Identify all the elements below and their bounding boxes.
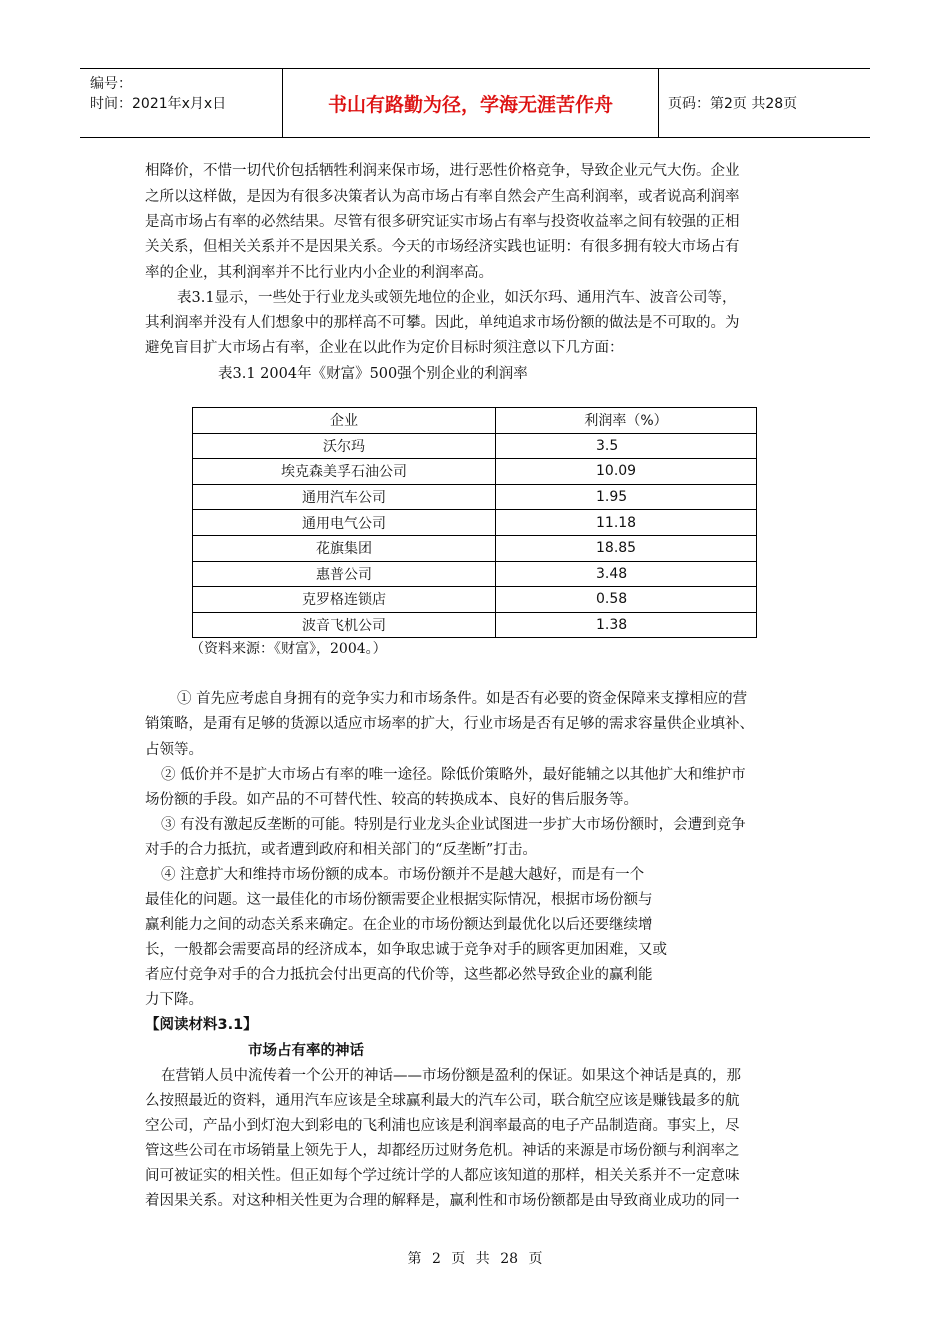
company-cell: 波音飞机公司 [193, 612, 496, 638]
reading-line: 着因果关系。对这种相关性更为合理的解释是，赢利性和市场份额都是由导致商业成功的同一 [145, 1193, 740, 1209]
table-row [193, 433, 757, 459]
rate-cell: 0.58 [496, 587, 757, 613]
company-cell: 沃尔玛 [193, 433, 496, 459]
table-row [193, 535, 757, 561]
rate-cell: 10.09 [496, 459, 757, 485]
reading-title: 市场占有率的神话 [248, 1043, 364, 1059]
table-row [193, 612, 757, 638]
reading-label: 【阅读材料3.1】 [145, 1017, 258, 1033]
profit-table [192, 407, 757, 638]
body-line: 关关系，但相关关系并不是因果关系。今天的市场经济实践也证明：有很多拥有较大市场占有 [145, 239, 740, 255]
company-cell: 通用电气公司 [193, 510, 496, 536]
table-row [193, 484, 757, 510]
body-line: 率的企业，其利润率并不比行业内小企业的利润率高。 [145, 265, 493, 281]
point-line: ④ 注意扩大和维持市场份额的成本。市场份额并不是越大越好，而是有一个 [161, 867, 645, 883]
company-cell: 花旗集团 [193, 535, 496, 561]
reading-line: 么按照最近的资料，通用汽车应该是全球赢利最大的汽车公司，联合航空应该是赚钱最多的航 [145, 1093, 740, 1109]
table-row [193, 587, 757, 613]
table-row [193, 510, 757, 536]
point-line: 赢利能力之间的动态关系来确定。在企业的市场份额达到最优化以后还要继续增 [145, 917, 653, 933]
column-header-company: 企业 [193, 408, 496, 434]
table-caption: 表3.1 2004年《财富》500强个别企业的利润率 [218, 366, 528, 382]
body-line: 表3.1显示，一些处于行业龙头或领先地位的企业，如沃尔玛、通用汽车、波音公司等， [177, 290, 737, 306]
point-line: 最佳化的问题。这一最佳化的市场份额需要企业根据实际情况，根据市场份额与 [145, 892, 653, 908]
body-line: 其利润率并没有人们想象中的那样高不可攀。因此，单纯追求市场份额的做法是不可取的。为 [145, 315, 740, 331]
point-line: 占领等。 [145, 742, 203, 758]
column-header-rate: 利润率（%） [496, 408, 757, 434]
rate-cell: 3.5 [496, 433, 757, 459]
company-cell: 克罗格连锁店 [193, 587, 496, 613]
point-line: 销策略，是甭有足够的货源以适应市场率的扩大，行业市场是否有足够的需求容量供企业填补、 [145, 716, 754, 732]
header-meta-cell [80, 69, 283, 137]
point-line: 力下降。 [145, 992, 203, 1008]
company-cell: 惠普公司 [193, 561, 496, 587]
body-line: 避免盲目扩大市场占有率，企业在以此作为定价目标时须注意以下几方面： [145, 340, 624, 356]
reading-line: 间可被证实的相关性。但正如每个学过统计学的人都应该知道的那样，相关关系并不一定意味 [145, 1168, 740, 1184]
table-header-row [193, 408, 757, 434]
point-line: ③ 有没有激起反垄断的可能。特别是行业龙头企业试图进一步扩大市场份额时，会遭到竞争 [161, 817, 746, 833]
motto: 书山有路勤为径，学海无涯苦作舟 [283, 69, 659, 137]
body-line: 是高市场占有率的必然结果。尽管有很多研究证实市场占有率与投资收益率之间有较强的正相 [145, 214, 740, 230]
company-cell: 通用汽车公司 [193, 484, 496, 510]
page-info: 页码：第2页 共28页 [668, 96, 798, 112]
body-line: 相降价，不惜一切代价包括牺牲利润来保市场，进行恶性价格竞争，导致企业元气大伤。企业 [145, 163, 740, 179]
reading-line: 空公司，产品小到灯泡大到彩电的飞利浦也应该是利润率最高的电子产品制造商。事实上，尽 [145, 1118, 740, 1134]
table-row [193, 561, 757, 587]
rate-cell: 18.85 [496, 535, 757, 561]
number-label: 编号： [90, 76, 132, 92]
rate-cell: 1.38 [496, 612, 757, 638]
company-cell: 埃克森美孚石油公司 [193, 459, 496, 485]
point-line: 对手的合力抵抗，或者遭到政府和相关部门的“反垄断”打击。 [145, 842, 537, 858]
time-label: 时间：2021年x月x日 [90, 96, 227, 112]
point-line: 场份额的手段。如产品的不可替代性、较高的转换成本、良好的售后服务等。 [145, 792, 638, 808]
reading-line: 管这些公司在市场销量上领先于人，却都经历过财务危机。神话的来源是市场份额与利润率之 [145, 1143, 740, 1159]
body-line: 之所以这样做，是因为有很多决策者认为高市场占有率自然会产生高利润率，或者说高利润率 [145, 189, 740, 205]
point-line: ② 低价并不是扩大市场占有率的唯一途径。除低价策略外，最好能辅之以其他扩大和维护市 [161, 767, 746, 783]
rate-cell: 1.95 [496, 484, 757, 510]
point-line: 长，一般都会需要高昂的经济成本，如争取忠诚于竞争对手的顾客更加困难，又或 [145, 942, 667, 958]
point-line: 者应付竞争对手的合力抵抗会付出更高的代价等，这些都必然导致企业的赢利能 [145, 967, 653, 983]
rate-cell: 11.18 [496, 510, 757, 536]
table-source: （资料来源：《财富》，2004。） [190, 641, 387, 657]
reading-line: 在营销人员中流传着一个公开的神话——市场份额是盈利的保证。如果这个神话是真的，那 [161, 1068, 741, 1084]
table-row [193, 459, 757, 485]
rate-cell: 3.48 [496, 561, 757, 587]
point-line: ① 首先应考虑自身拥有的竞争实力和市场条件。如是否有必要的资金保障来支撑相应的营 [177, 691, 748, 707]
page-header [80, 68, 870, 138]
page-footer: 第 2 页 共 28 页 [407, 1251, 543, 1267]
